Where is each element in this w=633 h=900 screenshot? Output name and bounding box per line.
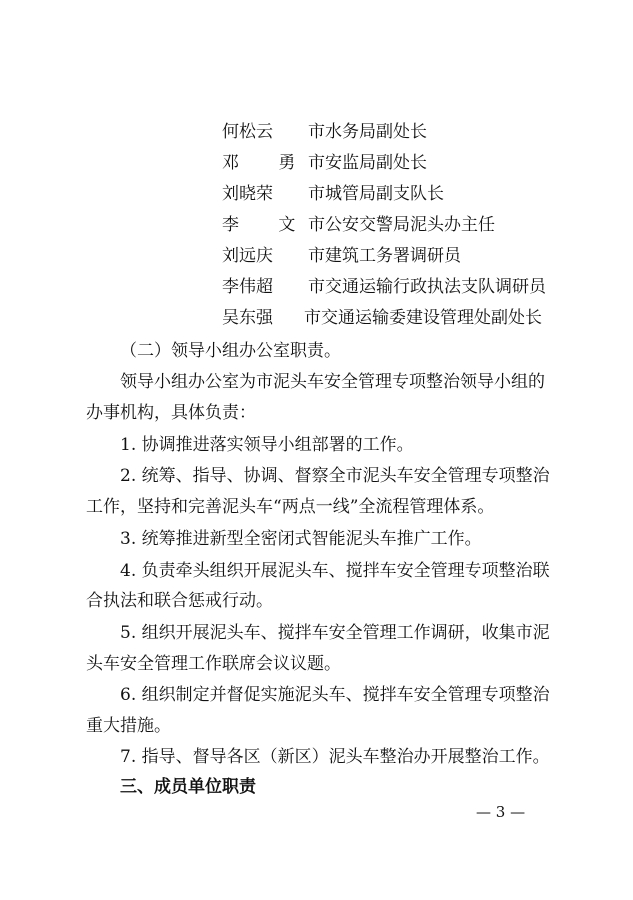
member-title: 市水务局副处长 — [308, 122, 427, 142]
section-three-heading: 三、成员单位职责 — [120, 777, 256, 797]
page-number: — 3 — — [476, 803, 526, 821]
member-row — [222, 244, 461, 268]
intro-line: 领导小组办公室为市泥头车安全管理专项整治领导小组的 — [120, 372, 545, 392]
member-row — [222, 182, 444, 206]
member-row — [222, 213, 495, 237]
member-title: 市安监局副处长 — [308, 153, 427, 173]
duty-item-4: 4. 负责牵头组织开展泥头车、搅拌车安全管理专项整治联 — [120, 561, 550, 581]
duty-item-2: 2. 统筹、指导、协调、督察全市泥头车安全管理专项整治 — [120, 466, 550, 486]
member-title: 市建筑工务署调研员 — [308, 246, 461, 266]
member-name: 刘晓荣 — [222, 184, 273, 204]
member-title: 市公安交警局泥头办主任 — [308, 215, 495, 235]
section-two-heading: （二）领导小组办公室职责。 — [120, 341, 341, 361]
member-row — [222, 151, 427, 175]
duty-item-5: 5. 组织开展泥头车、搅拌车安全管理工作调研，收集市泥 — [120, 623, 550, 643]
duty-item-7: 7. 指导、督导各区（新区）泥头车整治办开展整治工作。 — [120, 747, 550, 767]
member-row — [222, 120, 427, 144]
duty-item-6: 6. 组织制定并督促实施泥头车、搅拌车安全管理专项整治 — [120, 685, 550, 705]
member-row — [222, 275, 546, 299]
member-title: 市城管局副支队长 — [308, 184, 444, 204]
duty-item-4-cont: 合执法和联合惩戒行动。 — [86, 591, 273, 611]
duty-item-3: 3. 统筹推进新型全密闭式智能泥头车推广工作。 — [120, 529, 482, 549]
member-name: 邓 勇 — [222, 153, 313, 173]
duty-item-6-cont: 重大措施。 — [86, 716, 171, 736]
member-title: 市交通运输委建设管理处副处长 — [304, 308, 542, 328]
member-title: 市交通运输行政执法支队调研员 — [308, 277, 546, 297]
member-name: 吴东强 — [222, 308, 273, 328]
member-name: 李 文 — [222, 215, 313, 235]
member-row — [222, 306, 542, 330]
duty-item-2-cont: 工作，坚持和完善泥头车“两点一线”全流程管理体系。 — [86, 497, 495, 517]
duty-item-5-cont: 头车安全管理工作联席会议议题。 — [86, 654, 341, 674]
member-name: 何松云 — [222, 122, 273, 142]
duty-item-1: 1. 协调推进落实领导小组部署的工作。 — [120, 435, 414, 455]
intro-line: 办事机构，具体负责： — [86, 403, 256, 423]
member-name: 李伟超 — [222, 277, 273, 297]
member-name: 刘远庆 — [222, 246, 273, 266]
